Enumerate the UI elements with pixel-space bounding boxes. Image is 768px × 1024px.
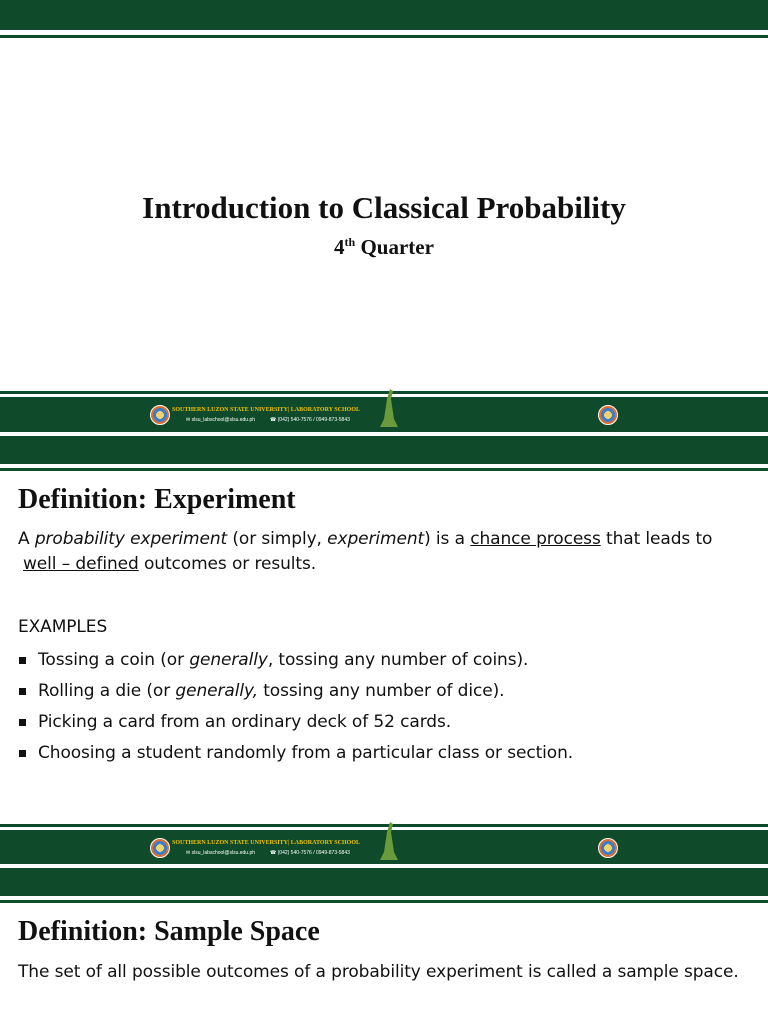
footer2-email: ✉ slsu_labschool@slsu.edu.ph xyxy=(186,850,256,856)
list-item xyxy=(18,707,763,738)
footer1-email: ✉ slsu_labschool@slsu.edu.ph xyxy=(186,417,256,423)
top-banner xyxy=(0,0,768,30)
dept-seal-icon xyxy=(598,838,618,858)
list-item xyxy=(18,645,763,676)
examples-label: EXAMPLES xyxy=(18,617,108,637)
examples-list xyxy=(18,645,763,769)
footer2-phone-text: (042) 540-7576 / 0949-873-5843 xyxy=(277,850,350,856)
def-text-1: A xyxy=(18,529,35,549)
footer1-school-name: SOUTHERN LUZON STATE UNIVERSITY| LABORATORY SCHOOL xyxy=(172,407,360,413)
footer1-band xyxy=(0,397,768,432)
dept-seal-icon xyxy=(598,405,618,425)
def-text-5: ) is a xyxy=(424,529,471,549)
def-text-9: outcomes or results. xyxy=(138,554,317,574)
bullet-text: Rolling a die (or xyxy=(38,681,176,701)
school-seal-icon xyxy=(150,405,170,425)
footer2-phone: ☎ (042) 540-7576 / 0949-873-5843 xyxy=(270,850,350,856)
slide3-title: Definition: Sample Space xyxy=(18,916,320,947)
footer2-school-name: SOUTHERN LUZON STATE UNIVERSITY| LABORATORY SCHOOL xyxy=(172,840,360,846)
tower-logo-icon xyxy=(378,389,400,429)
list-item xyxy=(18,738,763,769)
def-text-3: (or simply, xyxy=(227,529,328,549)
slide2-title: Definition: Experiment xyxy=(18,484,296,515)
slide1-subtitle xyxy=(0,235,768,260)
list-item xyxy=(18,676,763,707)
slide3-definition: The set of all possible outcomes of a probability experiment is called a sample space. xyxy=(18,962,739,982)
footer2-email-text: slsu_labschool@slsu.edu.ph xyxy=(191,850,256,856)
footer1-email-text: slsu_labschool@slsu.edu.ph xyxy=(191,417,256,423)
bullet-text-end: tossing any number of dice). xyxy=(257,681,505,701)
school-seal-icon xyxy=(150,838,170,858)
footer1-bottom-rule xyxy=(0,468,768,471)
footer1-phone-text: (042) 540-7576 / 0949-873-5843 xyxy=(277,417,350,423)
def-text-7: that leads to xyxy=(600,529,713,549)
def-well-defined: well – defined xyxy=(23,554,139,574)
footer2-band xyxy=(0,830,768,864)
tower-logo-icon xyxy=(378,822,400,862)
subtitle-superscript: th xyxy=(344,235,356,249)
bullet-text: Picking a card from an ordinary deck of 52 cards. xyxy=(38,712,452,732)
footer1-phone: ☎ (042) 540-7576 / 0949-873-5843 xyxy=(270,417,350,423)
subtitle-quarter: Quarter xyxy=(355,235,434,259)
footer2-bottom-band xyxy=(0,868,768,896)
slide2-definition xyxy=(18,527,763,577)
slide1-title: Introduction to Classical Probability xyxy=(142,190,626,225)
def-chance-process: chance process xyxy=(470,529,601,549)
footer1-bottom-band xyxy=(0,436,768,464)
def-probability-experiment: probability experiment xyxy=(34,529,228,549)
footer2-bottom-rule xyxy=(0,900,768,903)
bullet-text: Choosing a student randomly from a particular class or section. xyxy=(38,743,574,763)
def-experiment: experiment xyxy=(327,529,425,549)
bullet-italic: generally, xyxy=(175,681,258,701)
top-rule xyxy=(0,35,768,38)
bullet-text: Tossing a coin (or xyxy=(38,650,190,670)
bullet-italic: generally xyxy=(189,650,268,670)
bullet-text-end: , tossing any number of coins). xyxy=(267,650,529,670)
subtitle-number: 4 xyxy=(334,235,345,259)
